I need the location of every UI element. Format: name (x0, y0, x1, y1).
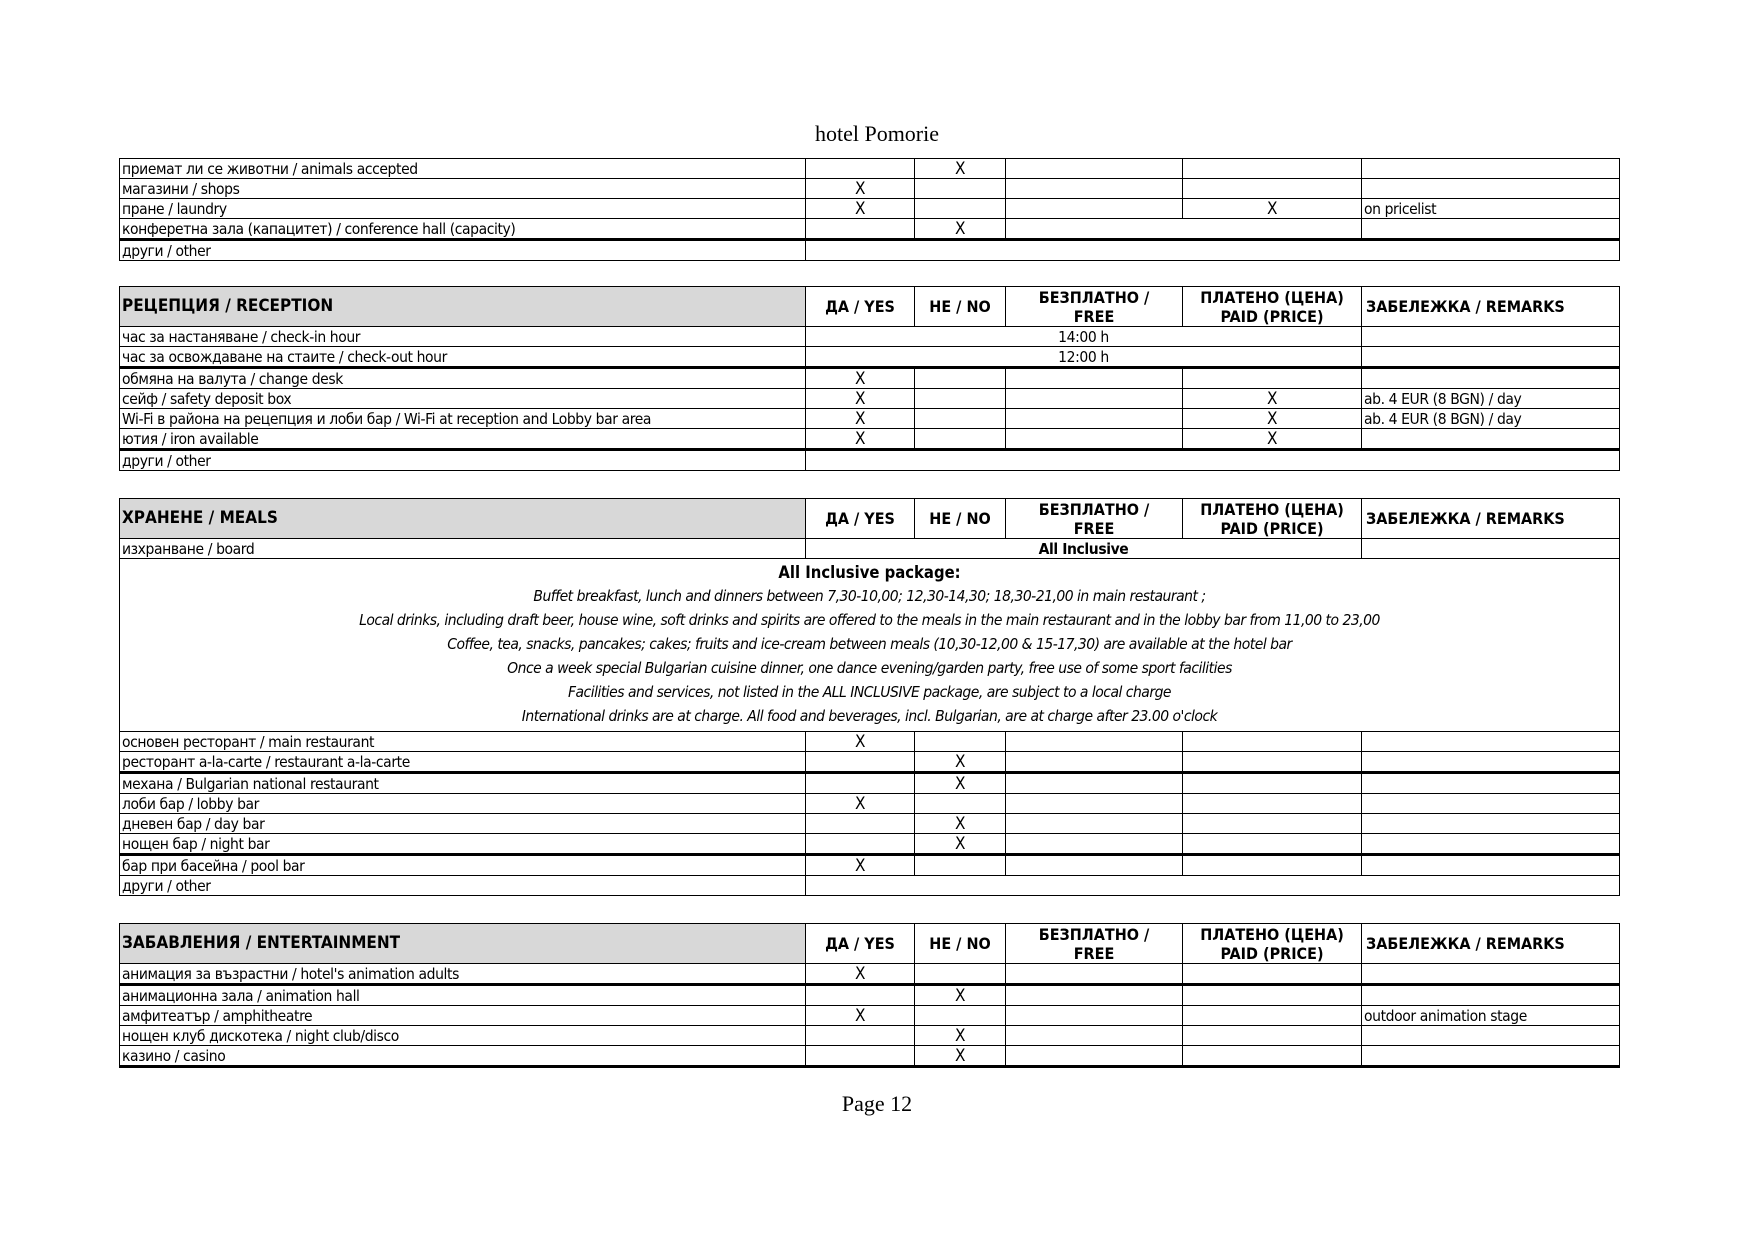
table-row (120, 834, 1620, 855)
column-header-no: НЕ / NO (915, 924, 1006, 964)
table-row (120, 347, 1620, 368)
no-cell (915, 389, 1006, 409)
paid-cell (1183, 159, 1362, 179)
paid-cell (1183, 985, 1362, 1006)
free-cell (1006, 429, 1183, 450)
reception-table (119, 286, 1620, 471)
no-cell (915, 855, 1006, 876)
yes-cell: X (806, 732, 915, 752)
meals-table (119, 498, 1620, 896)
table-row (120, 450, 1620, 471)
package-line: Coffee, tea, snacks, pancakes; cakes; fruits and ice-cream between meals (10,30-12,00 & 15-17,30) are available at the hotel bar (447, 635, 1292, 653)
paid-cell (1183, 1046, 1362, 1067)
table-row (120, 814, 1620, 834)
no-cell: X (915, 752, 1006, 773)
row-label: ресторант a-la-carte / restaurant a-la-carte (120, 752, 806, 773)
column-header-free-line1: БЕЗПЛАТНО / (1038, 287, 1150, 307)
remarks-cell (1362, 834, 1620, 855)
yes-cell: X (806, 179, 915, 199)
no-cell: X (915, 159, 1006, 179)
yes-cell (806, 985, 915, 1006)
remarks-cell (1362, 1046, 1620, 1067)
table-row (120, 964, 1620, 985)
yes-cell: X (806, 1006, 915, 1026)
yes-cell (806, 814, 915, 834)
paid-cell (1183, 814, 1362, 834)
table-row (120, 1026, 1620, 1046)
no-cell (915, 429, 1006, 450)
row-label: приемат ли се животни / animals accepted (120, 159, 806, 179)
row-label: основен ресторант / main restaurant (120, 732, 806, 752)
table-row (120, 179, 1620, 199)
paid-cell (1183, 1026, 1362, 1046)
remarks-cell (1362, 855, 1620, 876)
no-cell: X (915, 773, 1006, 794)
row-label: нощен бар / night bar (120, 834, 806, 855)
remarks-cell (1362, 985, 1620, 1006)
row-label: други / other (120, 450, 806, 471)
no-cell (915, 964, 1006, 985)
table-row (120, 539, 1620, 559)
table-row (120, 794, 1620, 814)
column-header-yes: ДА / YES (806, 924, 915, 964)
package-line: Facilities and services, not listed in the ALL INCLUSIVE package, are subject to a local charge (567, 683, 1172, 701)
free-cell (1006, 179, 1183, 199)
column-header-paid-line1: ПЛАТЕНО (ЦЕНА) (1200, 924, 1344, 944)
row-label: Wi-Fi в района на рецепция и лоби бар / Wi-Fi at reception and Lobby bar area (120, 409, 806, 429)
no-cell: X (915, 219, 1006, 240)
row-label: нощен клуб дискотека / night club/disco (120, 1026, 806, 1046)
no-cell: X (915, 1046, 1006, 1067)
row-label: час за освождаване на стаите / check-out hour (120, 347, 806, 368)
yes-cell: X (806, 368, 915, 389)
row-label: анимация за възрастни / hotel's animation adults (120, 964, 806, 985)
remarks-cell: on pricelist (1362, 199, 1620, 219)
yes-cell (806, 1046, 915, 1067)
remarks-cell (1362, 1026, 1620, 1046)
column-header-paid-line2: PAID (PRICE) (1220, 518, 1324, 538)
free-cell (1006, 732, 1183, 752)
column-header-free (1006, 924, 1183, 964)
merged-value-cell: 12:00 h (806, 347, 1362, 368)
remarks-cell (1362, 179, 1620, 199)
free-cell (1006, 834, 1183, 855)
no-cell (915, 199, 1006, 219)
table-row (120, 429, 1620, 450)
other-value-cell (806, 240, 1620, 261)
yes-cell (806, 159, 915, 179)
table-row (120, 985, 1620, 1006)
table-row (120, 409, 1620, 429)
row-label: ютия / iron available (120, 429, 806, 450)
yes-cell (806, 773, 915, 794)
remarks-cell (1362, 752, 1620, 773)
table-row (120, 773, 1620, 794)
yes-cell (806, 1026, 915, 1046)
free-cell (1006, 1006, 1183, 1026)
column-header-free-line2: FREE (1073, 943, 1115, 963)
row-label: други / other (120, 876, 806, 896)
no-cell (915, 732, 1006, 752)
row-label: други / other (120, 240, 806, 261)
table-row (120, 240, 1620, 261)
yes-cell: X (806, 199, 915, 219)
table-header-row (120, 287, 1620, 327)
remarks-cell (1362, 368, 1620, 389)
table-row (120, 327, 1620, 347)
paid-cell (1183, 855, 1362, 876)
yes-cell: X (806, 855, 915, 876)
row-label: магазини / shops (120, 179, 806, 199)
column-header-remarks: ЗАБЕЛЕЖКА / REMARKS (1362, 924, 1620, 964)
row-label: час за настаняване / check-in hour (120, 327, 806, 347)
free-cell (1006, 752, 1183, 773)
paid-cell (1183, 732, 1362, 752)
table-row (120, 876, 1620, 896)
column-header-paid (1183, 287, 1362, 327)
paid-cell: X (1183, 429, 1362, 450)
section-title: ХРАНЕНЕ / MEALS (120, 499, 806, 539)
paid-cell (1183, 773, 1362, 794)
paid-cell (1183, 752, 1362, 773)
free-cell (1006, 985, 1183, 1006)
remarks-cell (1362, 964, 1620, 985)
row-label: изхранване / board (120, 539, 806, 559)
column-header-no: НЕ / NO (915, 499, 1006, 539)
row-label: обмяна на валута / change desk (120, 368, 806, 389)
column-header-free-line2: FREE (1073, 306, 1115, 326)
free-cell (1006, 814, 1183, 834)
table-row (120, 1046, 1620, 1067)
package-line: Once a week special Bulgarian cuisine dinner, one dance evening/garden party, free use of some sport facilities (507, 659, 1232, 677)
column-header-paid-line2: PAID (PRICE) (1220, 306, 1324, 326)
column-header-paid (1183, 924, 1362, 964)
other-value-cell (806, 876, 1620, 896)
yes-cell: X (806, 794, 915, 814)
table-row (120, 199, 1620, 219)
package-line: International drinks are at charge. All food and beverages, incl. Bulgarian, are at charge after 23.00 o'clock (521, 707, 1218, 725)
yes-cell: X (806, 429, 915, 450)
free-cell (1006, 1026, 1183, 1046)
row-label: бар при басейна / pool bar (120, 855, 806, 876)
table-row (120, 389, 1620, 409)
column-header-free-line2: FREE (1073, 518, 1115, 538)
no-cell (915, 179, 1006, 199)
column-header-yes: ДА / YES (806, 287, 915, 327)
paid-cell: X (1183, 389, 1362, 409)
paid-cell: X (1183, 409, 1362, 429)
free-cell (1006, 409, 1183, 429)
board-value-cell: All Inclusive (806, 539, 1362, 559)
yes-cell: X (806, 409, 915, 429)
row-label: амфитеатър / amphitheatre (120, 1006, 806, 1026)
no-cell: X (915, 985, 1006, 1006)
row-label: механа / Bulgarian national restaurant (120, 773, 806, 794)
column-header-free (1006, 499, 1183, 539)
merged-value-cell: 14:00 h (806, 327, 1362, 347)
section-title: РЕЦЕПЦИЯ / RECEPTION (120, 287, 806, 327)
column-header-paid (1183, 499, 1362, 539)
free-cell (1006, 964, 1183, 985)
table-row (120, 752, 1620, 773)
free-cell (1006, 199, 1183, 219)
yes-cell (806, 219, 915, 240)
remarks-cell (1362, 327, 1620, 347)
section-title: ЗАБАВЛЕНИЯ / ENTERTAINMENT (120, 924, 806, 964)
row-label: пране / laundry (120, 199, 806, 219)
remarks-cell: ab. 4 EUR (8 BGN) / day (1362, 409, 1620, 429)
general-services-table (119, 158, 1620, 261)
paid-cell (1183, 964, 1362, 985)
free-cell (1006, 794, 1183, 814)
yes-cell: X (806, 389, 915, 409)
no-cell: X (915, 1026, 1006, 1046)
column-header-paid-line1: ПЛАТЕНО (ЦЕНА) (1200, 499, 1344, 519)
remarks-cell (1362, 219, 1620, 240)
column-header-paid-line1: ПЛАТЕНО (ЦЕНА) (1200, 287, 1344, 307)
paid-cell (1183, 834, 1362, 855)
no-cell: X (915, 814, 1006, 834)
row-label: лоби бар / lobby bar (120, 794, 806, 814)
entertainment-table (119, 923, 1620, 1068)
table-row (120, 855, 1620, 876)
row-label: сейф / safety deposit box (120, 389, 806, 409)
remarks-cell (1362, 159, 1620, 179)
column-header-free (1006, 287, 1183, 327)
remarks-cell (1362, 794, 1620, 814)
remarks-cell (1362, 732, 1620, 752)
package-description-cell (120, 559, 1620, 732)
free-cell (1006, 368, 1183, 389)
column-header-remarks: ЗАБЕЛЕЖКА / REMARKS (1362, 287, 1620, 327)
yes-cell: X (806, 964, 915, 985)
no-cell (915, 368, 1006, 389)
document-title: hotel Pomorie (814, 121, 940, 146)
yes-cell (806, 834, 915, 855)
column-header-no: НЕ / NO (915, 287, 1006, 327)
free-cell (1006, 159, 1183, 179)
paid-cell (1183, 1006, 1362, 1026)
free-paid-merged-cell (1006, 219, 1362, 240)
paid-cell (1183, 368, 1362, 389)
no-cell (915, 794, 1006, 814)
table-row (120, 1006, 1620, 1026)
package-line: Local drinks, including draft beer, house wine, soft drinks and spirits are offered to the meals in the main restaurant and in the lobby bar from 11,00 to 23,00 (359, 611, 1380, 629)
free-cell (1006, 389, 1183, 409)
yes-cell (806, 752, 915, 773)
row-label: анимационна зала / animation hall (120, 985, 806, 1006)
package-line: Buffet breakfast, lunch and dinners between 7,30-10,00; 12,30-14,30; 18,30-21,00 in main restaurant ; (533, 587, 1206, 605)
column-header-yes: ДА / YES (806, 499, 915, 539)
no-cell (915, 409, 1006, 429)
row-label: дневен бар / day bar (120, 814, 806, 834)
other-value-cell (806, 450, 1620, 471)
row-label: конферетна зала (капацитет) / conference hall (capacity) (120, 219, 806, 240)
no-cell: X (915, 834, 1006, 855)
table-row (120, 219, 1620, 240)
column-header-paid-line2: PAID (PRICE) (1220, 943, 1324, 963)
remarks-cell (1362, 814, 1620, 834)
free-cell (1006, 855, 1183, 876)
column-header-free-line1: БЕЗПЛАТНО / (1038, 924, 1150, 944)
package-title: All Inclusive package: (778, 563, 961, 582)
no-cell (915, 1006, 1006, 1026)
table-row (120, 732, 1620, 752)
remarks-cell (1362, 539, 1620, 559)
free-cell (1006, 1046, 1183, 1067)
free-cell (1006, 773, 1183, 794)
paid-cell (1183, 179, 1362, 199)
paid-cell: X (1183, 199, 1362, 219)
remarks-cell (1362, 429, 1620, 450)
table-row (120, 159, 1620, 179)
remarks-cell: outdoor animation stage (1362, 1006, 1620, 1026)
package-row (120, 559, 1620, 732)
column-header-remarks: ЗАБЕЛЕЖКА / REMARKS (1362, 499, 1620, 539)
table-header-row (120, 499, 1620, 539)
page-number: Page 12 (841, 1091, 913, 1116)
column-header-free-line1: БЕЗПЛАТНО / (1038, 499, 1150, 519)
row-label: казино / casino (120, 1046, 806, 1067)
remarks-cell (1362, 347, 1620, 368)
paid-cell (1183, 794, 1362, 814)
table-row (120, 368, 1620, 389)
remarks-cell: ab. 4 EUR (8 BGN) / day (1362, 389, 1620, 409)
remarks-cell (1362, 773, 1620, 794)
table-header-row (120, 924, 1620, 964)
